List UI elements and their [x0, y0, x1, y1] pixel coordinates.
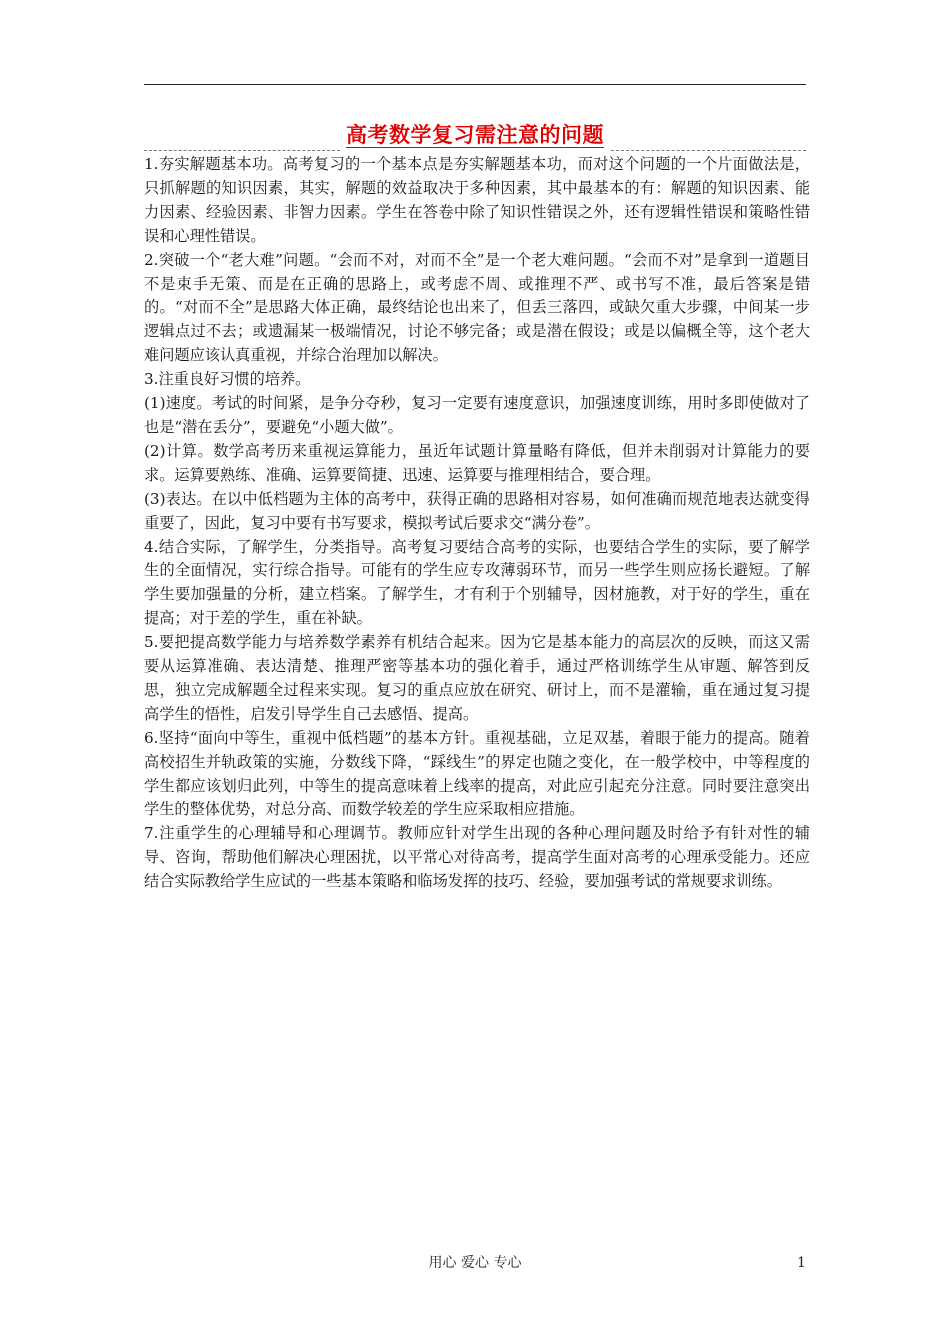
header-rule [144, 84, 806, 85]
page-number: 1 [797, 1255, 806, 1271]
document-title-wrap [144, 120, 806, 150]
paragraph-7: 7.注重学生的心理辅导和心理调节。教师应针对学生出现的各种心理问题及时给予有针对性的辅导、咨询，帮助他们解决心理困扰，以平常心对待高考，提高学生面对高考的心理承受能力。还应结合实际教给学生应试的一些基本策略和临场发挥的技巧、经验，要加强考试的常规要求训练。 [144, 824, 810, 891]
paragraph-3-2: (2)计算。数学高考历来重视运算能力，虽近年试题计算量略有降低，但并未削弱对计算能力的要求。运算要熟练、准确、运算要简捷、迅速、运算要与推理相结合，要合理。 [144, 441, 810, 484]
page-footer [0, 1253, 950, 1273]
paragraph-2: 2.突破一个“老大难”问题。“会而不对，对而不全”是一个老大难问题。“会而不对”是拿到一道题目不是束手无策、而是在正确的思路上，或考虑不周、或推理不严、或书写不准，最后答案是错的。“对而不全”是思路大体正确，最终结论也出来了，但丢三落四，或缺欠重大步骤，中间某一步逻辑点过不去；或遗漏某一极端情况，讨论不够完备；或是潜在假设；或是以偏概全等，这个老大难问题应该认真重视，并综合治理加以解决。 [144, 250, 810, 365]
paragraph-4: 4.结合实际，了解学生，分类指导。高考复习要结合高考的实际，也要结合学生的实际，要了解学生的全面情况，实行综合指导。可能有的学生应专攻薄弱环节，而另一些学生则应扬长避短。了解学生要加强量的分析，建立档案。了解学生，才有利于个别辅导，因材施教，对于好的学生，重在提高；对于差的学生，重在补缺。 [144, 537, 810, 628]
paragraph-1: 1.夯实解题基本功。高考复习的一个基本点是夯实解题基本功，而对这个问题的一个片面做法是，只抓解题的知识因素，其实，解题的效益取决于多种因素，其中最基本的有：解题的知识因素、能力因素、经验因素、非智力因素。学生在答卷中除了知识性错误之外，还有逻辑性错误和策略性错误和心理性错误。 [144, 155, 810, 245]
title-row [144, 120, 806, 150]
paragraph-3-1: (1)速度。考试的时间紧，是争分夺秒，复习一定要有速度意识，加强速度训练，用时多即使做对了也是“潜在丢分”，要避免“小题大做”。 [144, 394, 810, 436]
paragraph-3: 3.注重良好习惯的培养。 [144, 370, 311, 389]
paragraph-6: 6.坚持“面向中等生，重视中低档题”的基本方针。重视基础，立足双基，着眼于能力的提高。随着高校招生并轨政策的实施，分数线下降，“踩线生”的界定也随之变化，在一般学校中，中等程度的学生都应该划归此列，中等生的提高意味着上线率的提高，对此应引起充分注意。同时要注意突出学生的整体优势，对总分高、而数学较差的学生应采取相应措施。 [144, 728, 810, 819]
title-dash-left [144, 150, 340, 151]
title-dash-right [611, 150, 806, 151]
document-body [144, 153, 810, 894]
footer-text: 用心 爱心 专心 [428, 1255, 522, 1271]
paragraph-3-3: (3)表达。在以中低档题为主体的高考中，获得正确的思路相对容易，如何准确而规范地表达就变得重要了，因此，复习中要有书写要求，模拟考试后要求交“满分卷”。 [144, 489, 810, 532]
document-title: 高考数学复习需注意的问题 [346, 122, 604, 147]
paragraph-5: 5.要把提高数学能力与培养数学素养有机结合起来。因为它是基本能力的高层次的反映，而这又需要从运算准确、表达清楚、推理严密等基本功的强化着手，通过严格训练学生从审题、解答到反思，独立完成解题全过程来实现。复习的重点应放在研究、研讨上，而不是灌输，重在通过复习提高学生的悟性，启发引导学生自己去感悟、提高。 [144, 633, 810, 723]
